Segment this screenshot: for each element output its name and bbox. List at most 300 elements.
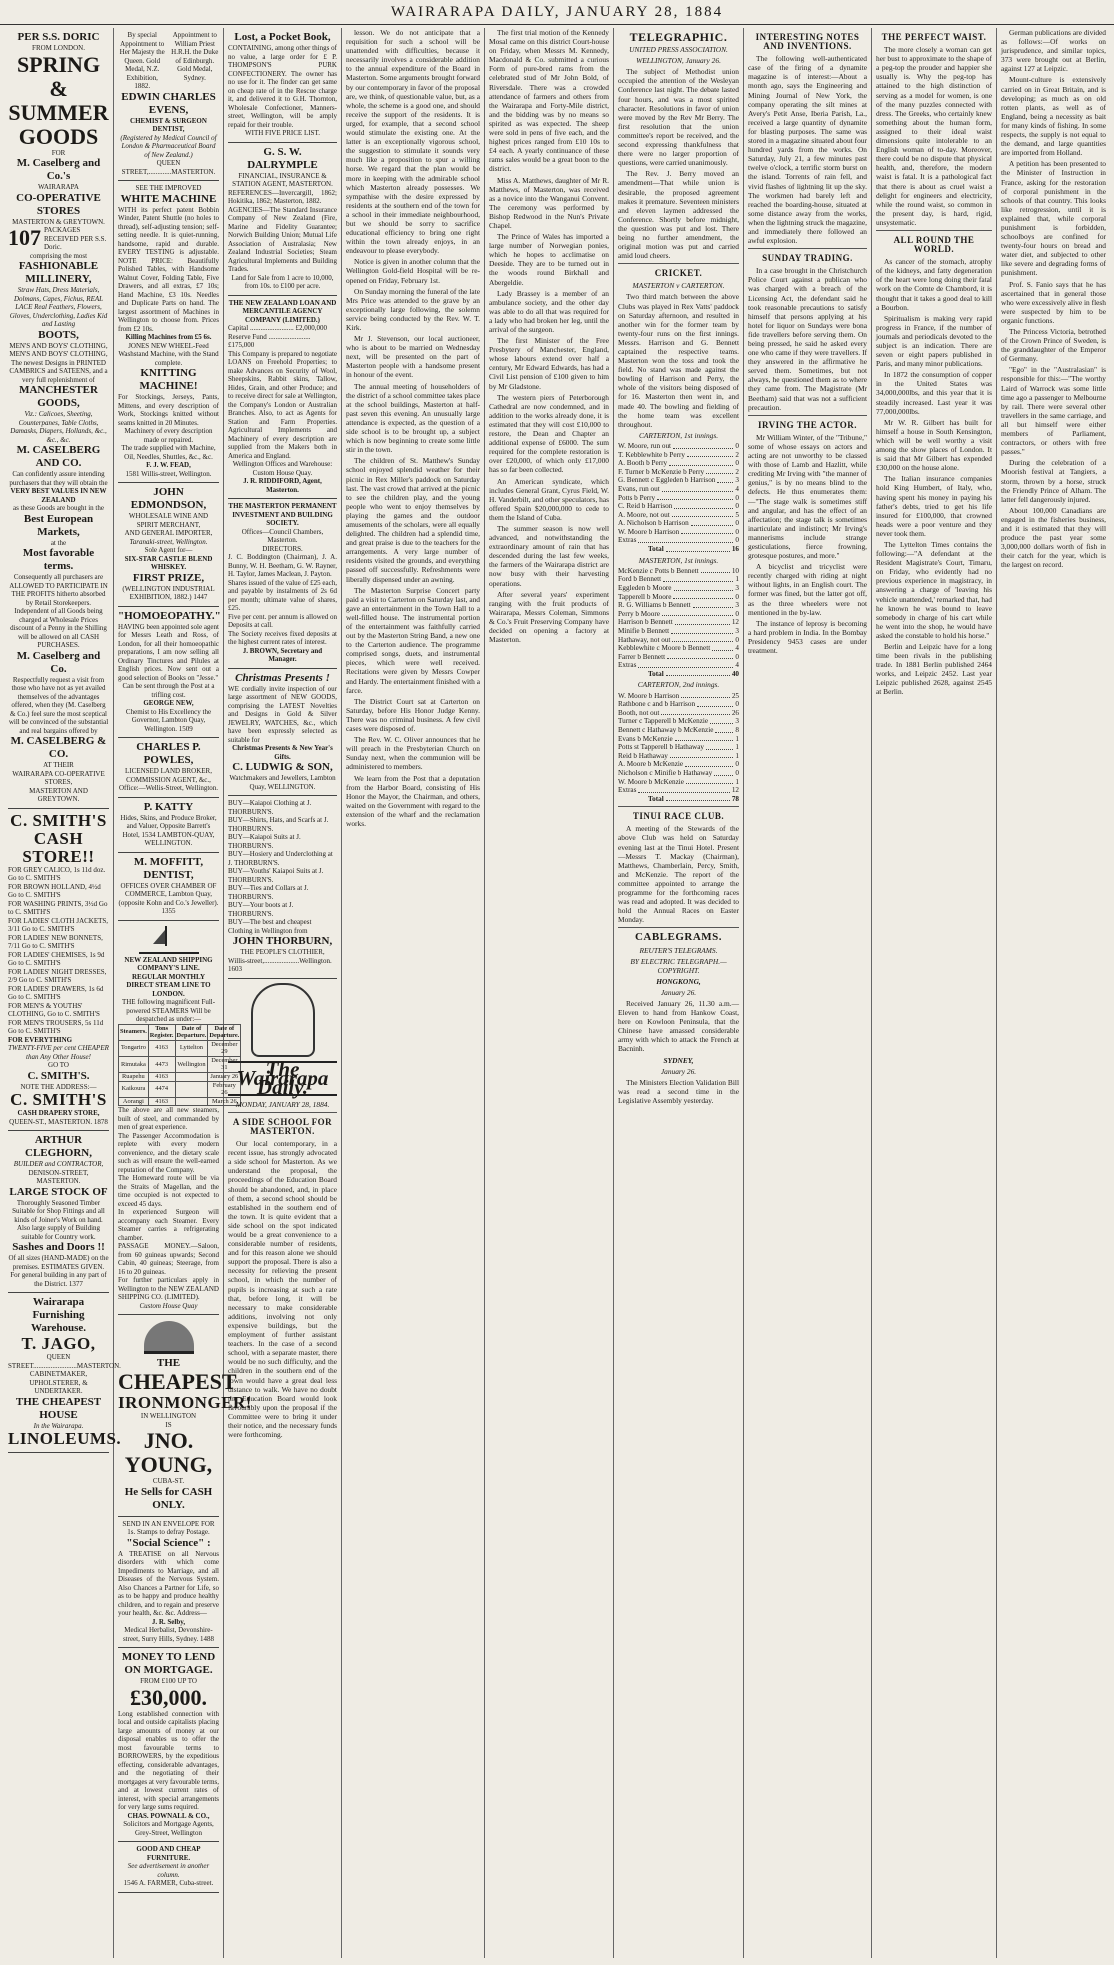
article-paragraph: The children of St. Matthew's Sunday school enjoyed splendid weather for their picnic in Rex Miller's paddock on Saturday last. The vast crowd that arrived at the picnic to see the children play, and the young people who went to enjoy themselves by playing the games and the outdoor amusements of the scholars, were all equally delighted. The children had a splendid time, and great praise is due to the teachers for the arrangements. A very large number of residents visited the grounds, and everything passed off successfully. Refreshments were liberally dispensed under an awning.: [346, 456, 480, 584]
article-paragraph: A bicyclist and tricyclist were recently charged with riding at night without lights, in an English court. The former was fined, but the latter got off, as the three wheelers were not mentioned in the by-law.: [748, 562, 867, 617]
ad-line: CASH DRAPERY STORE,: [17, 1109, 100, 1117]
batsman: Tapperell b Moore: [618, 592, 672, 601]
runs: 0: [735, 459, 739, 468]
score-row: [618, 717, 739, 726]
article-paragraph: Spiritualism is making very rapid progress in France, if the number of journals and periodicals devoted to the subject is an indication. There are seven or eight papers published in Paris, and many minor publications.: [876, 313, 992, 369]
ad-line: AGENCIES—The Standard Insurance Company of New Zealand (Fire, Marine and Fidelity Guarantee; Norwich Building Union; Mutual Life Association of Australasia; New Zealand Industrial Societies; Steam Agricultural Implements and Building Trades.: [228, 205, 337, 273]
furniture-ad: [118, 1842, 219, 1893]
runs: 1: [735, 734, 739, 743]
ad-line: Can be sent through the Post at a trifling cost.: [122, 682, 215, 699]
article-paragraph: We learn from the Post that a deputation from the Harbor Board, consisting of His Honor the Mayor, the Chairman, and others, waited on the Government with regard to the extension of the wharf and the reclamation works.: [346, 773, 480, 828]
ad-line: WE cordially invite inspection of our large assortment of NEW GOODS, comprising the LATEST Novelties and Designs in Gold & Silver JEWELRY, WATCHES, &c., which have been expressly selected as suitable for: [228, 684, 337, 744]
runs: 3: [735, 626, 739, 635]
dateline: HONGKONG,: [656, 976, 701, 986]
score-row: [618, 494, 739, 503]
ad-line: J. C. Boddington (Chairman), J. A. Bunny, W. H. Beetham, G. W. Rayner, H. Taylor, James Maclean, J. Payton.: [228, 553, 337, 578]
ad-line: LICENSED LAND BROKER, COMMISSION AGENT, &c.,: [125, 767, 212, 784]
scorecard-carterton-2: [618, 692, 739, 804]
article-paragraph: The Lyttelton Times contains the following:—"A defendant at the Resident Magistrate's Court, Timaru, on Friday, who evidently had no previous experience in magistracy, in answering a charge of 'leaving his vehicle unattended,' remarked that, had he known he was bound to leave somebody in charge of his cart while he went into the shop, he would have asked the constable to hold his horse.": [876, 539, 992, 640]
ad-line: at the: [50, 538, 67, 547]
table-header-row: [119, 1024, 241, 1040]
score-row: [618, 692, 739, 701]
ad-headline: "Social Science" :: [126, 1536, 211, 1549]
score-row: [618, 618, 739, 627]
ad-line: Consequently all purchasers are ALLOWED TO PARTICIPATE IN THE PROFITS hitherto absorbed by Retail Storekeepers.: [9, 573, 108, 607]
smith-item: FOR MEN'S & YOUTHS' CLOTHING, Go to C. SMITH'S: [8, 1001, 100, 1018]
article-paragraph: The subject of Methodist union occupied the attention of the Wesleyan Conference last night. The debate lasted four hours, and was a most spirited character. Resolutions in favor of union were moved by the Rev Mr Berry. The first resolution that the union committee's report be received, and the second expressing thankfulness that there were no larger proportion of questions, were carried unanimously.: [618, 67, 739, 168]
batsman: Ford b Bennett: [618, 575, 662, 584]
ad-line: Can confidently assure intending purchasers that they will obtain the: [9, 470, 108, 487]
ad-line: Wellington Offices and Warehouse: Custom House Quay.: [232, 460, 333, 477]
ad-line: THE: [156, 1357, 181, 1370]
score-row: [618, 735, 739, 744]
score-row: [618, 601, 739, 610]
appointment-row: [118, 31, 219, 91]
ad-headline: Christmas Presents & New Year's Gifts.: [232, 744, 333, 761]
score-row: [618, 442, 739, 451]
ad-line: Hides, Skins, and Produce Broker, and Valuer, Opposite Barrett's Hotel, 1534 LAMBTON-QUAY, WELLINGTON.: [120, 813, 217, 847]
ad-line: The above are all new steamers, built of steel, and commanded by men of great experience.: [118, 1106, 219, 1132]
ad-line: DIRECTORS.: [262, 544, 303, 553]
smith-ad: [8, 809, 109, 1132]
article-paragraph: The Masterton Surprise Concert party paid a visit to Carterton on Saturday last, and gave an entertainment in the Town Hall to a well-filled house. The instrumental portion of the entertainment was faithfully carried out by the Masterton String Band, a new one to the Carterton audience. The programme comprised songs, duets, and instrumental pieces, which were well received. Recitations were given by Messrs Cowper and Hardy. The entertainment finished with a farce.: [346, 585, 480, 695]
table-cell: 4474: [148, 1081, 175, 1097]
batsman: R. G. Williams b Bennett: [618, 601, 691, 610]
score-row: [618, 584, 739, 593]
ad-line: Custom House Quay: [139, 1301, 198, 1310]
article-paragraph: The annual meeting of householders of the district of a school committee takes place at the school buildings, Masterton at half-past seven this evening. An unusually large attendance is expected, as the question of a side school is to be brought up, a subject which is now beginning to create some little stir in the town.: [346, 381, 480, 455]
runs: 3: [735, 717, 739, 726]
christmas-ad: [228, 669, 337, 797]
ad-headline: Sashes and Doors !!: [12, 1241, 105, 1253]
table-cell: December 31: [208, 1056, 241, 1072]
ad-headline: MILLINERY,: [25, 273, 92, 285]
building-society-ad: [228, 499, 337, 669]
section-heading: TINUI RACE CLUB.: [632, 811, 725, 822]
dalrymple-ad: [228, 143, 337, 296]
ad-line: Shares issued of the value of £25 each, and payable by instalments of 2s 6d per month; ultimate value of shares, £25.: [228, 578, 337, 612]
score-row: [618, 519, 739, 528]
ad-line: HAVING been appointed sole agent for Messrs Leath and Ross, of London, for all their homoeopathic preparations, I am now selling all Ordinary Tinctures and Pilules at English prices. Now sent out a good selection of Books on "Jesse.": [118, 622, 219, 682]
ad-firm: C. SMITH'S.: [27, 1069, 90, 1082]
ad-headline: CASH STORE!!: [22, 828, 95, 866]
score-row: [618, 575, 739, 584]
innings-heading: MASTERTON, 1st innings.: [638, 555, 719, 565]
total-runs: 78: [731, 794, 739, 803]
score-row: [618, 593, 739, 602]
ad-headline: £30,000.: [130, 1684, 207, 1710]
runs: 1: [735, 751, 739, 760]
batsman: Perry b Moore: [618, 609, 660, 618]
ad-line: Willis-street,....................Wellington. 1603: [228, 956, 332, 973]
runs: 0: [735, 760, 739, 769]
runs: 26: [731, 708, 739, 717]
article-paragraph: Prof. S. Fanio says that he has ascertained that in general those who were excessively alive in flesh were suspected by him to be organic functions.: [1001, 279, 1106, 325]
runs: 0: [735, 519, 739, 528]
runs: 1: [735, 777, 739, 786]
runs: 2: [735, 467, 739, 476]
ad-headline: He Sells for CASH ONLY.: [124, 1485, 213, 1511]
article-paragraph: Notice is given in another column that the Wellington Gold-field Hospital will be re-opened on Friday, February 1st.: [346, 257, 480, 285]
article-paragraph: Mount-culture is extensively carried on in Great Britain, and is developing; as much as on old rotten plants, as well as of England, being a necessity as bait for many kinds of fishing. In some respects, the supply is not equal to the demand, and large quantities are imported from Holland.: [1001, 75, 1106, 158]
ad-headline: MANCHESTER GOODS,: [19, 384, 98, 409]
article-paragraph: German publications are divided as follows:—Of works on jurisprudence, and similar topics, 373 were brought out at Berlin, against 127 at Leipzic.: [1001, 28, 1106, 74]
article-paragraph: Mr William Winter, of the "Tribune," some of whose essays on actors and acting are not unworthy to be classed with those of Lamb and Hazlitt, while crediting Mr Irving with "the manner of genius," is by no means blind to the defects. He thus enumerates them:—"The stage walk is sometimes stiff and angular, and has the effect of an affectation; the stage talk is sometimes inarticulate and indistinct; Mr Irving's mannerisms include strange gesticulations, fierce frowning, grotesque postures, and more.": [748, 432, 867, 561]
caselberg-ad: [8, 28, 109, 809]
ad-line: SEND IN AN ENVELOPE FOR 1s. Stamps to defray Postage.: [122, 1519, 215, 1537]
homoeopathy-ad: [118, 607, 219, 739]
section-subheading: BY ELECTRIC TELEGRAPH.—COPYRIGHT.: [630, 956, 727, 975]
runs: 0: [735, 652, 739, 661]
newspaper-title: The Wairarapa Daily.: [228, 1061, 337, 1096]
runs: 4: [735, 484, 739, 493]
ad-line: DENISON-STREET, MASTERTON.: [28, 1168, 89, 1185]
batsman: G. Bennett c Eggleden b Harrison: [618, 476, 716, 485]
columns-container: [4, 28, 1110, 1958]
runs: 3: [735, 476, 739, 485]
table-cell: Kaikoura: [119, 1081, 149, 1097]
divider: [618, 263, 739, 264]
evens-ad: [118, 28, 219, 181]
runs: 4: [735, 644, 739, 653]
ad-line: QUEEN STREET.........................MASTERTON.: [8, 1353, 121, 1370]
ad-line: Medical Herbalist, Devonshire-street, Surry Hills, Sydney. 1488: [122, 1626, 215, 1643]
score-total: [618, 545, 739, 554]
ad-headline: LINOLEUMS.: [8, 1429, 122, 1448]
ad-line: Office:—Wellis-Street, Wellington.: [118, 784, 219, 792]
thorburn-ad: [228, 796, 337, 979]
column-9: [997, 28, 1110, 1958]
ad-headline: LARGE STOCK OF: [9, 1185, 108, 1198]
batsman: Minifie b Bennett: [618, 626, 670, 635]
ad-line: (Registered by Medical Council of London & Pharmaceutical Board of New Zealand.): [120, 133, 217, 159]
article-paragraph: The following well-authenticated case of the firing of a dynamite magazine is of interest:—About a month ago, says the Engineering and Mining Journal of New York, the company operating the silt mines at Avery's Petit Anse, Iberia Parish, La., received a large quantity of dynamite for blasting purposes. The same was stored in a magazine situated about four hundred yards from the works. On Saturday, July 21, a few minutes past twelve o'clock, a terrific storm burst on the island. Torrents of rain fell, and vivid flashes of lightning lit up the sky. The workmen had barely left and reached the boarding-house, situated at some distance away from the works, when the lightning struck the magazine, and immediately there followed an awful explosion.: [748, 54, 867, 246]
smith-item: FOR LADIES' CHEMISES, 1s 9d Go to C. SMITH'S: [8, 950, 105, 967]
ad-headline: SPRING &: [16, 51, 101, 101]
score-row: [618, 468, 739, 477]
article-paragraph: Two third match between the above Clubs was played in Rex Vatts' paddock on Saturday afternoon, and resulted in another win for the former team by twenty-four runs on the first innings. Messrs. Harrison and G. Bennett captained the respective teams. Masterton won the toss and took the field. No stand was made against the bowling of Harrison and Perry, the whole of the visitors being disposed of for 16. Masterton then went in, and made 40. The bowling and fielding of the home team was excellent throughout.: [618, 292, 739, 429]
ad-line: TWENTY-FIVE per cent CHEAPER than Any Other House!: [8, 1044, 109, 1061]
ad-headline: THE CHEAPEST HOUSE: [15, 1395, 102, 1421]
runs: 0: [735, 609, 739, 618]
batsman: W. Moore b Harrison: [618, 527, 680, 536]
batsman: Potts b Perry: [618, 493, 656, 502]
shipping-ad: [118, 921, 240, 1316]
section-heading: ALL ROUND THE WORLD.: [893, 234, 975, 255]
ad-firm: G. S. W. DALRYMPLE: [247, 145, 318, 171]
score-row: [618, 769, 739, 778]
article-paragraph: lesson. We do not anticipate that a requisition for such a school will be unattended with difficulties, because it necessarily involves a considerable addition to the annual expenditure of the Board in Masterton. Some arguments brought forward by our contemporary in favor of the proposal are, we think, of questionable value, but, as a whole, the scheme is a good one, and should receive the support of the residents. It is urged, for example, that a second school would stimulate the existing one. At the latter is an exceptionally vigorous school, the suggestion to stimulate it sounds very much like a proposition to spur a willing horse. We regard that the plan would be more in keeping with the admirable school which Masterton already possesses. We sympathise with the desire expressed by residents at the southern end of the town for a school in their immediate neighbourhood, but we should be sorry to sacrifice educational efficiency to bring one right within the town already enjoys, in an endeavour to please everybody.: [346, 28, 480, 256]
article-paragraph: The summer season is now well advanced, and notwithstanding the extraordinary amount of rain that has descended during the last few weeks, the farmers of the Wairarapa district are now busy with their harvesting operations.: [489, 523, 609, 588]
ad-line: CO-OPERATIVE STORES: [16, 191, 101, 217]
ad-firm: JNO. YOUNG,: [124, 1428, 213, 1478]
ad-headline: BOOTS,: [38, 328, 79, 341]
ad-firm: EDWIN CHARLES EVENS,: [121, 90, 216, 116]
batsman: Harrison b Bennett: [618, 618, 673, 627]
thorburn-item: BUY—Kaiapoi Suits at J. THORBURN'S.: [228, 833, 301, 850]
runs: 5: [735, 510, 739, 519]
ad-line: JONES NEW WHEEL-Feed Washstand Machine, with the Stand complete.: [118, 341, 219, 367]
ironmonger-ad: [118, 1315, 252, 1517]
ad-headline: FASHIONABLE: [18, 260, 99, 272]
batsman: A. Moore, not out: [618, 510, 670, 519]
ad-headline: THE NEW ZEALAND LOAN AND MERCANTILE AGENCY COMPANY (LIMITED.): [228, 298, 337, 324]
ad-headline: KNITTING MACHINE!: [139, 367, 198, 392]
smith-item: FOR LADIES' NIGHT DRESSES, 2/9 Go to C. SMITH'S: [8, 967, 107, 984]
score-row: [618, 502, 739, 511]
ad-headline: FIRST PRIZE,: [132, 571, 205, 584]
table-cell: February 26: [208, 1081, 241, 1097]
ad-line: CONTAINING, among other things of no value, a large order for £ P. THOMPSON'S PURK CONFECTIONERY. The owner has no use for it. The finder can get same on cheap rate of in the Rescue charge it, and delivered it to G.H. Thornton, Wholesale Confectioner, Manners-street, Wellington, will be amply repaid for their trouble.: [228, 44, 337, 129]
article-paragraph: The Ministers Election Validation Bill was read a second time in the Legislative Assembly yesterday.: [618, 1077, 739, 1105]
column-5: [485, 28, 614, 1958]
edmondson-ad: [118, 483, 219, 607]
batsman: Reid b Hathaway: [618, 751, 668, 760]
packages-row: [8, 226, 109, 252]
batsman: Evans, run out: [618, 484, 660, 493]
batsman: W. Moore b Harrison: [618, 691, 680, 700]
ad-line: Five per cent. per annum is allowed on Deposits at call.: [228, 612, 337, 629]
score-row: [618, 752, 739, 761]
ad-line: QUEEN-ST., MASTERTON. 1878: [9, 1117, 108, 1126]
cleghorn-ad: [8, 1131, 109, 1293]
ad-line: WITH its perfect patent Bobbin Winder, Patent Shuttle (no holes to thread), self-adjusting tension; self-setting needle. It is quiet-running, handsome, rapid and durable. EVERY TESTING is adjustable. NOTE PRICE: Beautifully Polished Tables, with Handsome Walnut Cover, Folding Table, Five Drawers, and all extras, £7 10s; Hand Machine, £3 10s. Needles and Duplicate Parts on hand. The largest assortment of Machines in Wellington to choose from. Prices from £2 10s.: [118, 205, 219, 333]
ad-headline: WHITE MACHINE: [120, 192, 217, 205]
runs: 4: [735, 661, 739, 670]
runs: 1: [735, 743, 739, 752]
runs: 2: [735, 450, 739, 459]
table-cell: [175, 1073, 208, 1082]
ad-line: SEE THE IMPROVED: [135, 184, 202, 192]
score-row: [618, 567, 739, 576]
article-paragraph: During the celebration of a Moorish festival at Tangiers, a storm, thrown by a horse, struck the Friendly Prince of Alham. The latter fell dangerously injured.: [1001, 458, 1106, 504]
table-cell: March 26: [208, 1097, 241, 1106]
article-paragraph: After several years' experiment ranging with the fruit products of Wairarapa, Messrs Coleman, Simmons & Co.'s Fruit Preserving Company have decided on opening a factory at Masterton.: [489, 589, 609, 645]
ad-line: CUBA-ST.: [152, 1477, 185, 1486]
total-runs: 40: [731, 669, 739, 678]
ad-line: Taranaki-street, Wellington.: [129, 537, 208, 546]
ad-line: OFFICES OVER CHAMBER OF COMMERCE, Lambton Quay, (opposite Kohn and Co.'s Jeweller). 1355: [118, 881, 219, 915]
divider: [228, 1112, 337, 1113]
ad-firm: GEORGE NEW,: [143, 699, 194, 707]
batsman: C. Reid b Harrison: [618, 502, 673, 511]
section-heading: INTERESTING NOTES AND INVENTIONS.: [755, 32, 860, 52]
runs: 0: [735, 592, 739, 601]
batsman: Nicholson c Minifie b Hathaway: [618, 768, 713, 777]
ad-line: Long established connection with local and outside capitalists placing large amounts of money at our disposal enables us to offer the most favourable terms to BORROWERS, by the expeditious effecting, considerable advantages, and the negotiating of their mortgages at very favourable terms, and at lowest current rates of interest, with special arrangements for very large sums required.: [118, 1709, 219, 1812]
katty-ad: [118, 798, 219, 853]
table-cell: Lyttelton: [175, 1040, 208, 1056]
divider: [876, 230, 992, 231]
score-row: [618, 485, 739, 494]
ad-firm: CHAS. POWNALL & CO.,: [127, 1811, 210, 1820]
ad-firm: J. BROWN, Secretary and Manager.: [242, 646, 323, 663]
ad-line: GO TO: [48, 1061, 69, 1069]
score-row: [618, 644, 739, 653]
section-heading: THE PERFECT WAIST.: [881, 32, 987, 42]
ad-firm: T. JAGO,: [21, 1334, 96, 1353]
table-row: [119, 1073, 241, 1082]
ad-headline: SUMMER: [8, 99, 109, 125]
masthead: WAIRARAPA DAILY, JANUARY 28, 1884: [0, 0, 1114, 25]
ad-headline: IRONMONGER!: [118, 1393, 252, 1413]
total-label: Total: [648, 794, 664, 803]
ad-headline: CHEAPEST: [118, 1369, 237, 1395]
article-paragraph: The Italian insurance companies hold King Humbert, of Italy, who, having spent his money in paying his father's debts, tried to get his life insured for £100,000, that crowned heads were a poor venture and they never took them.: [876, 474, 992, 538]
ad-line: CABINETMAKER, UPHOLSTERER, & UNDERTAKER.: [29, 1370, 88, 1395]
ad-line: IS: [165, 1420, 172, 1429]
ad-line: Capital ......................... £2,000,000: [228, 324, 327, 332]
score-row: [618, 528, 739, 537]
column-8: [872, 28, 997, 1958]
ad-line: For general building in any part of the District. 1377: [10, 1271, 107, 1288]
ad-line: PER S.S. DORIC: [17, 31, 100, 43]
total-label: Total: [648, 545, 664, 554]
ad-line: Straw Hats, Dress Materials, Dolmans, Capes, Fichus, REAL LACE Real Feathers, Flowers, Gloves, Underclothing, Ladies Kid and Lasting: [9, 286, 108, 328]
ad-line: Chemist to His Excellency the Governor, Lambton Quay, Wellington. 1509: [125, 707, 212, 733]
ad-line: QUEEN STREET,.............MASTERTON.: [121, 159, 216, 176]
table-header: Steamers.: [119, 1024, 149, 1040]
ad-line: MASTERTON AND GREYTOWN.: [29, 786, 88, 803]
ad-line: Solicitors and Mortgage Agents, Grey-Street, Wellington: [123, 1820, 214, 1837]
score-row: [618, 726, 739, 735]
ad-line: WAIRARAPA CO-OPERATIVE STORES,: [12, 769, 105, 786]
smith-items: [8, 866, 109, 1045]
ad-line: For Stockings, Jerseys, Pants, Mittens, and every description of Work, Stockings knitted without seams knitted in 20 Minutes.: [118, 393, 219, 427]
score-row: [618, 778, 739, 787]
section-heading: IRVING THE ACTOR.: [757, 419, 858, 430]
table-cell: January 26: [208, 1073, 241, 1082]
ad-headline: Lost, a Pocket Book,: [234, 31, 331, 43]
table-cell: Wellington: [175, 1056, 208, 1072]
runs: 10: [731, 566, 739, 575]
batsman: A. Moore b McKenzie: [618, 760, 684, 769]
ad-firm: M. CASELBERG AND CO.: [16, 444, 101, 469]
ad-line: MEN'S AND BOYS' CLOTHING,: [9, 341, 108, 350]
batsman: Kebblewhite c Moore b Bennett: [618, 644, 711, 653]
steamship-icon: [139, 926, 199, 954]
smith-item: FOR LADIES' NEW BONNETS, 7/11 Go to C. SMITH'S: [8, 933, 103, 950]
table-cell: 4473: [148, 1056, 175, 1072]
batsman: F. Turner b McKenzie b Perry: [618, 467, 705, 476]
article-paragraph: As cancer of the stomach, atrophy of the kidneys, and fatty degeneration of the heart were long doing their fatal work on the Comte de Chambord, it is thought that it takes a good deal to kill a Bourbon.: [876, 257, 992, 312]
smith-item: FOR MEN'S TROUSERS, 5s 11d Go to C. SMITH'S: [8, 1018, 104, 1035]
smith-item: FOR LADIES' CLOTH JACKETS, 3/11 Go to C. SMITH'S: [8, 916, 109, 933]
runs: 0: [735, 527, 739, 536]
ad-line: Viz.: Calicoes, Sheeting, Counterpanes, Table Cloths, Damasks, Diapers, Hollands, &c., &c., &c.: [10, 410, 107, 444]
ad-firm: JOHN EDMONDSON,: [130, 486, 207, 511]
article-paragraph: The first trial motion of the Kennedy Mosal came on this district Court-house on Friday, when Messrs M. Kennedy, Macdonald & Co. submitted a curious Form of pure-bred rams from the celebrated stud of Mr John Bold, of Riversdale. There was a crowded attendance of farmers and others from the Wairarapa and Forty-Mile district, and the bidding was by no means so spirited as was expected. The sheep were sold in pens of five each, and the highest prices ranged from £10 10s to £4 each. A yearly continuance of these rams sales would be a great boon to the district.: [489, 28, 609, 174]
thorburn-item: BUY—Your boots at J. THORBURN'S.: [228, 901, 294, 918]
dateline: January 26.: [660, 1066, 697, 1076]
white-machine-ad: [118, 181, 219, 483]
ad-line: THE following magnificent Full-powered STEAMERS Will be despatched as under:—: [121, 998, 216, 1023]
divider: [618, 806, 739, 807]
ad-firm: JOHN THORBURN,: [232, 935, 333, 947]
article-paragraph: About 100,000 Canadians are engaged in the fisheries business, and it is estimated that they will produce the past year some 3,000,000 dollars worth of fish in their catch for the year, which is the largest on record.: [1001, 505, 1106, 570]
ad-line: PASSAGE MONEY.—Saloon, from 60 guineas upwards; Second Cabin, 40 guineas; Steerage, from 16 to 20 guineas.: [118, 1242, 219, 1276]
runs: 0: [735, 635, 739, 644]
ad-headline: Most favorable terms.: [22, 547, 95, 572]
ad-line: For further particulars apply in Wellington to the NEW ZEALAND SHIPPING CO. (LIMITED).: [118, 1276, 219, 1302]
section-heading: TELEGRAPHIC.: [629, 30, 728, 44]
runs: 3: [735, 601, 739, 610]
runs: 0: [735, 493, 739, 502]
innings-heading: CARTERTON, 1st innings.: [638, 430, 719, 440]
score-row: [618, 511, 739, 520]
score-row: [618, 661, 739, 670]
thorburn-item: BUY—Shirts, Hats, and Scarfs at J. THORBURN'S.: [228, 816, 329, 833]
score-row: [618, 743, 739, 752]
batsman: Hathaway, not out: [618, 635, 671, 644]
ad-line: Offices—Council Chambers, Masterton.: [241, 527, 324, 544]
ad-line: The newest Designs in PRINTED CAMBRICS and SATEENS, and a very full replenishment of: [9, 358, 108, 384]
article-paragraph: A petition has been presented to the Minister of Instruction in France, asking for the restoration of corporal punishment in the schools of that country. This looks like retrogression, until it is explained that, while corporal punishment is forbidden, schoolboys are confined for twenty-four hours on bread and water diet, and subjected to other like severe and degrading forms of punishment.: [1001, 159, 1106, 278]
article-heading: A SIDE SCHOOL FOR MASTERTON.: [232, 1116, 333, 1136]
score-row: [618, 786, 739, 795]
section-heading: SUNDAY TRADING.: [762, 253, 853, 264]
smith-item: FOR WASHING PRINTS, 3½d Go to C. SMITH'S: [8, 899, 108, 916]
ad-line: PACKAGES RECEIVED PER S.S. Doric.: [44, 226, 107, 251]
ad-headline: GOOD AND CHEAP FURNITURE.: [136, 1845, 201, 1862]
batsman: A. Nicholson b Harrison: [618, 519, 689, 528]
ad-line: 1546 A. FARMER, Cuba-street.: [123, 1879, 214, 1888]
batsman: Booth, not out: [618, 708, 660, 717]
total-label: Total: [648, 669, 664, 678]
smith-item: FOR GREY CALICO, 1s 11d doz. Go to C. SMITH'S: [8, 865, 106, 882]
social-science-ad: [118, 1517, 219, 1649]
ad-headline: Christmas Presents !: [235, 671, 330, 684]
table-cell: Aorangi: [119, 1097, 149, 1106]
runs: 1: [735, 575, 739, 584]
section-subheading: MASTERTON v CARTERTON.: [632, 281, 725, 291]
ad-firm: J. R. Selby,: [151, 1617, 186, 1626]
ad-line: Of all sizes (HAND-MADE) on the premises. ESTIMATES GIVEN.: [8, 1254, 109, 1271]
ad-line: IN WELLINGTON: [140, 1412, 197, 1421]
scorecard-carterton-1: [618, 442, 739, 554]
score-row: [618, 653, 739, 662]
article-paragraph: A meeting of the Stewards of the above Club was held on Saturday evening last at the Tinui Hotel. Present—Messrs T. Mackay (Chairman), Matthews, Chamberlain, Percy, Smith, and McKenzie. The report of the committee appointed to arrange the programme for the forthcoming races was read and adopted. It was decided to hold the Annual Races on Easter Monday.: [618, 824, 739, 925]
column-4: [342, 28, 485, 1958]
ad-line: Machinery of every description made or repaired.: [124, 427, 213, 444]
ad-firm: M. CASELBERG & CO.: [10, 735, 107, 760]
ad-headline: NEW ZEALAND SHIPPING COMPANY'S LINE.: [124, 955, 213, 972]
ad-line: FROM LONDON.: [32, 44, 85, 52]
ad-headline: THE MASTERTON PERMANENT INVESTMENT AND BUILDING SOCIETY.: [228, 502, 337, 527]
batsman: Evans b McKenzie: [618, 734, 673, 743]
jago-ad: [8, 1293, 122, 1453]
ad-headline: "HOMOEOPATHY.": [118, 609, 221, 622]
table-header: Tons Register.: [149, 1024, 174, 1040]
ad-line: REFERENCES—Invercargill, 1862; Hokitika, 1862; Masterton, 1882.: [228, 188, 337, 205]
article-paragraph: In a case brought in the Christchurch Police Court against a publican who was charged with a breach of the Licensing Act, the defendant said he took reasonable precautions to satisfy himself that persons applying at his hotel for liquor on Sundays were bona fide travellers before serving them. On being pressed, he said he asked every one who came if they were travellers. If they answered in the affirmative he served them. Sometimes, but not always, he questioned them as to where they came from. The Magistrate (Mr Beetham) said that was not a sufficient precaution.: [748, 266, 867, 412]
table-row: [119, 1056, 241, 1072]
ad-headline: C. SMITH'S: [10, 810, 107, 830]
ad-line: BUILDER and CONTRACTOR,: [13, 1160, 104, 1168]
batsman: Extras: [618, 786, 637, 795]
batsman: A. Booth b Perry: [618, 459, 668, 468]
score-row: [618, 476, 739, 485]
ad-firm: CHARLES P. POWLES,: [136, 741, 201, 766]
ad-line: Reserve Fund ........................ £175,000: [228, 332, 311, 349]
table-cell: 4163: [148, 1040, 175, 1056]
ad-line: MEN'S AND BOYS' CLOTHING,: [9, 350, 108, 358]
runs: 25: [731, 691, 739, 700]
thorburn-item: BUY—Hosiery and Underclothing at J. THORBURN'S.: [228, 850, 333, 867]
smith-item: FOR EVERYTHING: [8, 1035, 73, 1044]
batsman: Extras: [618, 536, 637, 545]
ad-line: The trade supplied with Machine, Oil, Needles, Shuttles, &c., &c.: [121, 444, 216, 461]
